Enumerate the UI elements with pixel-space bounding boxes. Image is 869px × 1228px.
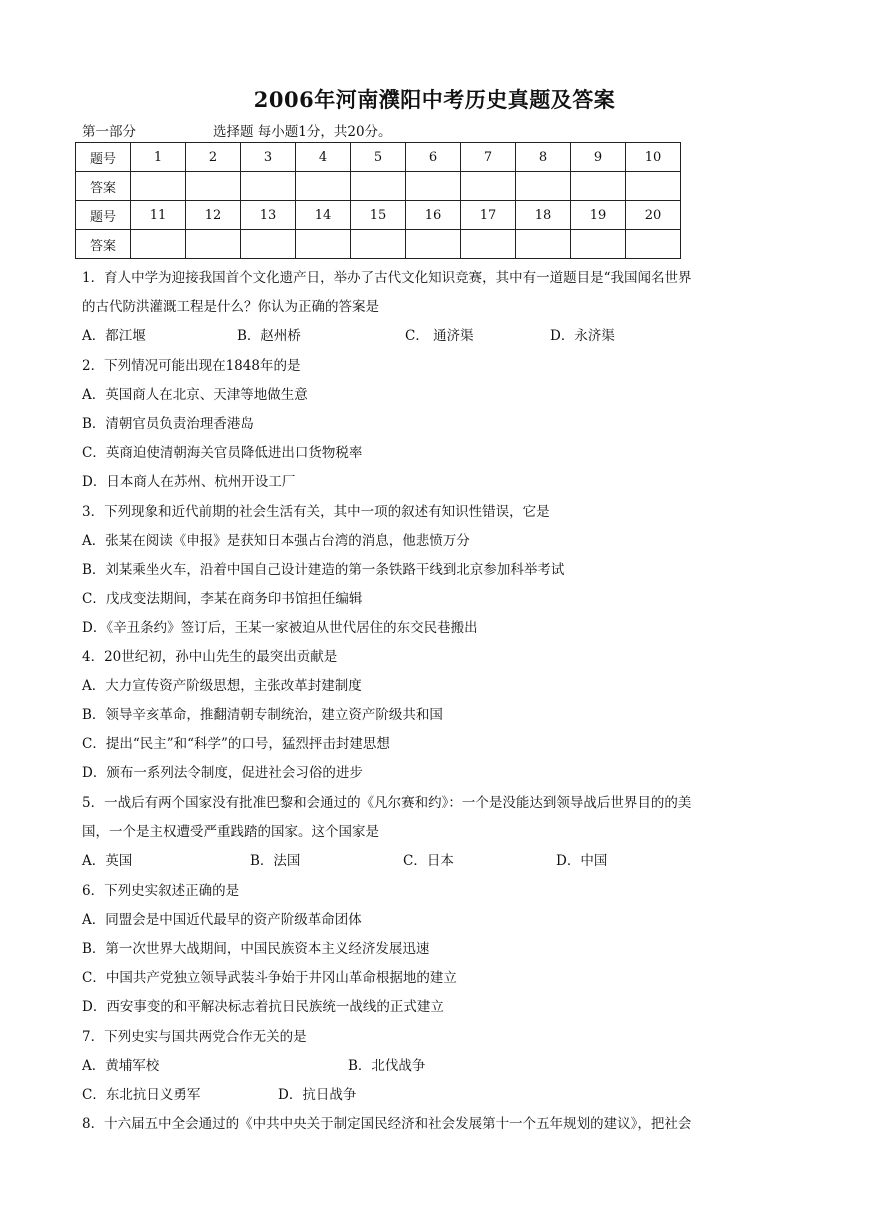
answer-cell[interactable] — [461, 172, 516, 201]
question-number: 2 — [186, 143, 241, 172]
question-number: 6 — [406, 143, 461, 172]
option-b[interactable]: B．清朝官员负责治理香港岛 — [82, 416, 254, 432]
answer-cell[interactable] — [296, 230, 351, 259]
answer-table — [75, 142, 681, 259]
question-number: 19 — [571, 201, 626, 230]
options-row — [82, 322, 802, 351]
option-a[interactable]: A．张某在阅读《申报》是获知日本强占台湾的消息，他悲愤万分 — [82, 533, 470, 549]
answer-cell[interactable] — [241, 172, 296, 201]
option-c[interactable]: C．戊戌变法期间，李某在商务印书馆担任编辑 — [82, 591, 363, 607]
answer-cell[interactable] — [571, 230, 626, 259]
question-4 — [82, 643, 802, 788]
answer-cell[interactable] — [186, 172, 241, 201]
section-header — [82, 120, 392, 140]
option-a[interactable]: A．大力宣传资产阶级思想，主张改革封建制度 — [82, 678, 362, 694]
answer-cell[interactable] — [131, 172, 186, 201]
option-d[interactable]: D．永济渠 — [550, 328, 615, 344]
table-row — [76, 201, 681, 230]
question-number: 16 — [406, 201, 461, 230]
question-6 — [82, 877, 802, 1022]
question-number: 13 — [241, 201, 296, 230]
question-number: 10 — [626, 143, 681, 172]
section-desc: 选择题 每小题1分，共20分。 — [213, 124, 392, 140]
question-number: 3 — [241, 143, 296, 172]
option-c[interactable]: C．英商迫使清朝海关官员降低进出口货物税率 — [82, 445, 363, 461]
option-d[interactable]: D．中国 — [556, 853, 608, 869]
page-title: 2006年河南濮阳中考历史真题及答案 — [253, 87, 616, 112]
option-d[interactable]: D．《辛丑条约》签订后，王某一家被迫从世代居住的东交民巷搬出 — [82, 620, 478, 636]
option-c[interactable]: C．中国共产党独立领导武装斗争始于井冈山革命根据地的建立 — [82, 970, 457, 986]
question-stem: 4．20世纪初，孙中山先生的最突出贡献是 — [82, 649, 338, 665]
table-row — [76, 143, 681, 172]
question-stem: 6．下列史实叙述正确的是 — [82, 883, 240, 899]
answer-cell[interactable] — [186, 230, 241, 259]
question-7 — [82, 1023, 802, 1110]
row-label-answer: 答案 — [76, 230, 131, 259]
option-c[interactable]: C．提出“民主”和“科学”的口号，猛烈抨击封建思想 — [82, 736, 390, 752]
answer-cell[interactable] — [296, 172, 351, 201]
answer-cell[interactable] — [516, 230, 571, 259]
option-a[interactable]: A．黄埔军校 — [82, 1058, 160, 1074]
answer-cell[interactable] — [241, 230, 296, 259]
question-stem: 7．下列史实与国共两党合作无关的是 — [82, 1029, 307, 1045]
question-stem: 3．下列现象和近代前期的社会生活有关，其中一项的叙述有知识性错误，它是 — [82, 504, 550, 520]
table-row — [76, 230, 681, 259]
answer-cell[interactable] — [406, 230, 461, 259]
question-number: 17 — [461, 201, 516, 230]
option-b[interactable]: B．赵州桥 — [237, 328, 301, 344]
question-stem: 2．下列情况可能出现在1848年的是 — [82, 358, 301, 374]
options-row — [82, 847, 802, 876]
answer-cell[interactable] — [351, 172, 406, 201]
option-d[interactable]: D．颁布一系列法令制度，促进社会习俗的进步 — [82, 765, 363, 781]
question-number: 12 — [186, 201, 241, 230]
option-b[interactable]: B．法国 — [250, 853, 301, 869]
row-label-question: 题号 — [76, 201, 131, 230]
row-label-answer: 答案 — [76, 172, 131, 201]
question-number: 4 — [296, 143, 351, 172]
options-row — [82, 1052, 802, 1081]
answer-cell[interactable] — [351, 230, 406, 259]
option-b[interactable]: B．刘某乘坐火车，沿着中国自己设计建造的第一条铁路干线到北京参加科举考试 — [82, 562, 565, 578]
option-a[interactable]: A．都江堰 — [82, 328, 146, 344]
table-row — [76, 172, 681, 201]
option-d[interactable]: D．抗日战争 — [278, 1087, 357, 1103]
option-b[interactable]: B．领导辛亥革命，推翻清朝专制统治，建立资产阶级共和国 — [82, 707, 443, 723]
question-stem: 1．育人中学为迎接我国首个文化遗产日，举办了古代文化知识竞赛，其中有一道题目是“我国闻名世界 — [82, 270, 692, 286]
question-5 — [82, 789, 802, 876]
answer-cell[interactable] — [406, 172, 461, 201]
row-label-question: 题号 — [76, 143, 131, 172]
question-2 — [82, 352, 802, 497]
option-b[interactable]: B．第一次世界大战期间，中国民族资本主义经济发展迅速 — [82, 941, 430, 957]
question-stem: 国，一个是主权遭受严重践踏的国家。这个国家是 — [82, 824, 379, 840]
question-number: 11 — [131, 201, 186, 230]
option-c[interactable]: C．日本 — [403, 853, 454, 869]
question-number: 15 — [351, 201, 406, 230]
option-a[interactable]: A．英国 — [82, 853, 133, 869]
question-number: 1 — [131, 143, 186, 172]
question-1 — [82, 264, 802, 351]
question-stem: 的古代防洪灌溉工程是什么？你认为正确的答案是 — [82, 299, 379, 315]
question-8 — [82, 1110, 802, 1139]
question-stem: 8．十六届五中全会通过的《中共中央关于制定国民经济和社会发展第十一个五年规划的建议》，把社会 — [82, 1116, 692, 1132]
options-row — [82, 1081, 802, 1110]
answer-cell[interactable] — [626, 230, 681, 259]
question-number: 9 — [571, 143, 626, 172]
option-d[interactable]: D．日本商人在苏州、杭州开设工厂 — [82, 474, 296, 490]
option-c[interactable]: C． 通济渠 — [405, 328, 474, 344]
option-d[interactable]: D．西安事变的和平解决标志着抗日民族统一战线的正式建立 — [82, 999, 444, 1015]
answer-cell[interactable] — [516, 172, 571, 201]
answer-cell[interactable] — [571, 172, 626, 201]
answer-cell[interactable] — [461, 230, 516, 259]
section-part: 第一部分 — [82, 124, 136, 140]
answer-cell[interactable] — [131, 230, 186, 259]
question-number: 20 — [626, 201, 681, 230]
option-b[interactable]: B．北伐战争 — [348, 1058, 426, 1074]
question-number: 5 — [351, 143, 406, 172]
option-a[interactable]: A．同盟会是中国近代最早的资产阶级革命团体 — [82, 912, 362, 928]
option-c[interactable]: C．东北抗日义勇军 — [82, 1087, 201, 1103]
answer-cell[interactable] — [626, 172, 681, 201]
question-number: 18 — [516, 201, 571, 230]
option-a[interactable]: A．英国商人在北京、天津等地做生意 — [82, 387, 308, 403]
question-number: 14 — [296, 201, 351, 230]
question-3 — [82, 498, 802, 643]
question-number: 7 — [461, 143, 516, 172]
question-stem: 5．一战后有两个国家没有批准巴黎和会通过的《凡尔赛和约》：一个是没能达到领导战后世界目的的美 — [82, 795, 692, 811]
question-number: 8 — [516, 143, 571, 172]
